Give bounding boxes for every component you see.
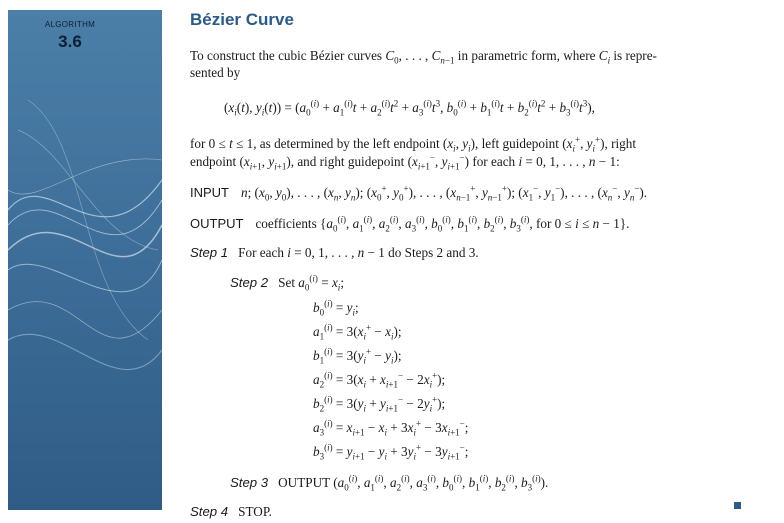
step-2-eq-a3: $a_3^{(i)} = x_{i+1} - x_i + 3x_i^+ - 3x_{i+1}^-$; [313,418,469,438]
step-2-eq-b1: $b_1^{(i)} = 3(y_i^+ - y_i)$; [313,346,402,366]
condition-line-1: for 0 ≤ t ≤ 1, as determined by the left endpoint ($x_i$, $y_i$), left guidepoint ($x_i^+$, $y_i^+$), right [190,134,637,154]
step-2-eq-b2: $b_2^{(i)} = 3(y_i + y_{i+1}^- - 2y_i^+)$; [313,394,446,414]
output-label: OUTPUT [190,216,244,231]
algorithm-label: ALGORITHM [44,20,96,29]
decorative-swirl-graphic [8,10,162,510]
algorithm-number: 3.6 [58,32,82,51]
step-2: Step 2 Set $a_0^{(i)} = x_i$; [230,273,344,293]
step-4-text: STOP. [238,504,272,519]
step-1-label: Step 1 [190,245,229,260]
input-line: INPUT n; ($x_0$, $y_0$), . . . , ($x_n$, $y_n$); ($x_0^+$, $y_0^+$), . . . , ($x_{n-1}^+$, $y_{n-1}^+$); ($x_1^-$, $y_1^-$), . . . , ($x_n^-$, $y_n^-$). [190,183,648,203]
input-label: INPUT [190,185,229,200]
step-4-label: Step 4 [190,504,229,519]
step-2-eq-a2: $a_2^{(i)} = 3(x_i + x_{i+1}^- - 2x_i^+)$; [313,370,446,390]
step-2-eq-a1: $a_1^{(i)} = 3(x_i^+ - x_i)$; [313,322,402,342]
algorithm-title: Bézier Curve [190,10,294,29]
step-2-eq-b3: $b_3^{(i)} = y_{i+1} - y_i + 3y_i^+ - 3y_{i+1}^-$; [313,442,469,462]
intro-line-1: To construct the cubic Bézier curves $C_0$, . . . , $C_{n-1}$ in parametric form, where $C_i$ is repre- [190,48,657,66]
display-equation: ($x_i(t)$, $y_i(t)) = (a_0^{(i)} + a_1^{(i)}t + a_2^{(i)}t^2 + a_3^{(i)}t^3$, $b_0^{(i)} + b_1^{(i)}t + b_2^{(i)}t^2 + b_3^{(i)}t^3$), [224,98,595,118]
step-4 [190,504,272,520]
step-2-label: Step 2 [230,275,269,290]
step-3: Step 3 OUTPUT ($a_0^{(i)}$, $a_1^{(i)}$, $a_2^{(i)}$, $a_3^{(i)}$, $b_0^{(i)}$, $b_1^{(i)}$, $b_2^{(i)}$, $b_3^{(i)}$). [230,473,549,493]
algorithm-side-panel [8,10,162,510]
end-of-algorithm-marker [734,502,741,509]
step-3-label: Step 3 [230,475,269,490]
output-line: OUTPUT coefficients {$a_0^{(i)}$, $a_1^{(i)}$, $a_2^{(i)}$, $a_3^{(i)}$, $b_0^{(i)}$, $b_1^{(i)}$, $b_2^{(i)}$, $b_3^{(i)}$, for 0 ≤ i ≤ n − 1}. [190,214,630,234]
condition-line-2: endpoint ($x_{i+1}$, $y_{i+1}$), and right guidepoint ($x_{i+1}^-$, $y_{i+1}^-$) for each i = 0, 1, . . . , n − 1: [190,152,620,172]
step-2-eq-b0: $b_0^{(i)} = y_i$; [313,298,359,318]
intro-line-2: sented by [190,65,241,80]
step-2-lead: Set [278,275,295,290]
step-1: Step 1 For each i = 0, 1, . . . , n − 1 do Steps 2 and 3. [190,245,479,260]
